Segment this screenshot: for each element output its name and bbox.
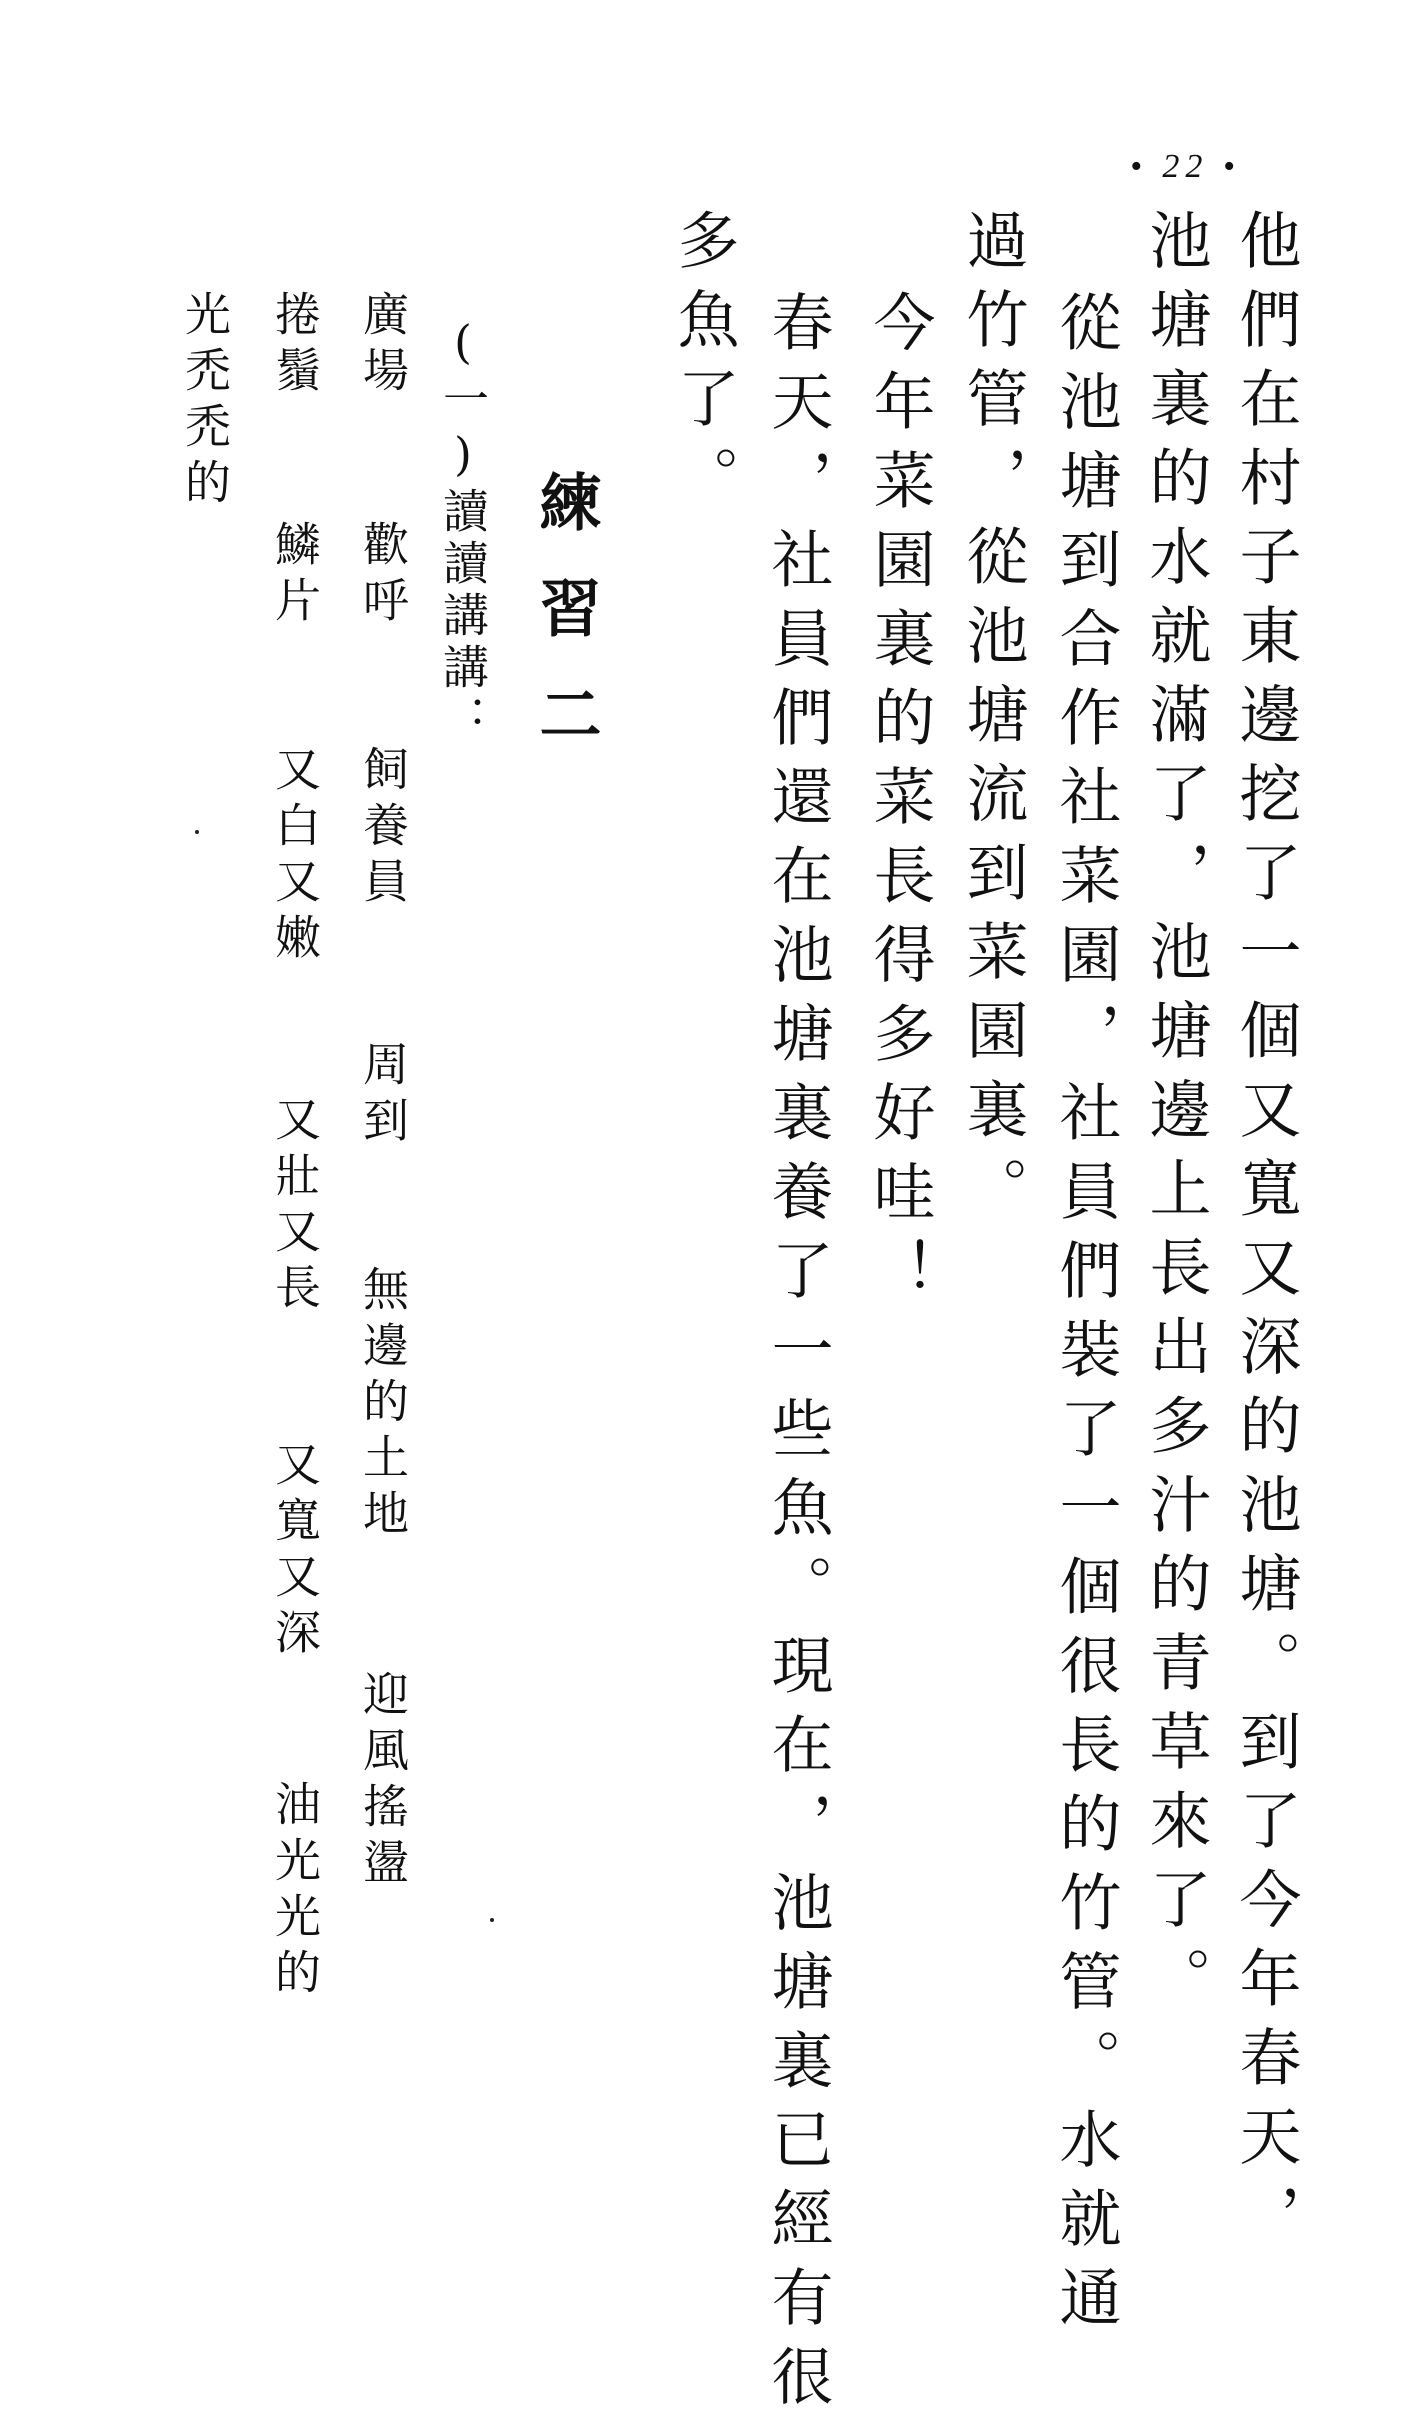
passage-column-4: 過竹管，從池塘流到菜園裏。 [956,208,1029,1235]
vocab-word: 飼養員 [356,745,410,913]
scan-speck [195,830,199,834]
passage-column-7: 多魚了。 [667,208,740,524]
vocab-word: 又壯又長 [268,1095,322,1319]
vocab-word: 廣場 [356,290,410,402]
vocab-word: 周到 [356,1040,410,1152]
passage-column-2: 池塘裏的水就滿了，池塘邊上長出多汁的青草來了。 [1139,208,1212,2025]
exercise-title: 練習二 [529,470,602,788]
vocab-word: 歡呼 [356,520,410,632]
vocab-word: 迎風搖盪 [356,1670,410,1894]
passage-column-6: 春天，社員們還在池塘裏養了一些魚。現在，池塘裏已經有很 [761,290,834,2423]
passage-column-3: 從池塘到合作社菜園，社員們裝了一個很長的竹管。水就通 [1049,290,1122,2344]
vocab-word: 捲鬚 [268,290,322,402]
vocab-word: 油光光的 [268,1780,322,2004]
vocab-word: 又寬又深 [268,1440,322,1664]
vocab-word: 鱗片 [268,520,322,632]
passage-column-5: 今年菜園裏的菜長得多好哇！ [863,290,936,1317]
scan-speck [490,1918,494,1922]
exercise-section-label: (一)讀讀講講： [436,315,490,747]
vocab-word: 無邊的土地 [356,1265,410,1545]
page-number: • 22 • [1130,148,1241,185]
vocab-word: 光禿禿的 [178,290,232,514]
vocab-word: 又白又嫩 [268,745,322,969]
passage-column-1: 他們在村子東邊挖了一個又寬又深的池塘。到了今年春天， [1229,208,1302,2262]
